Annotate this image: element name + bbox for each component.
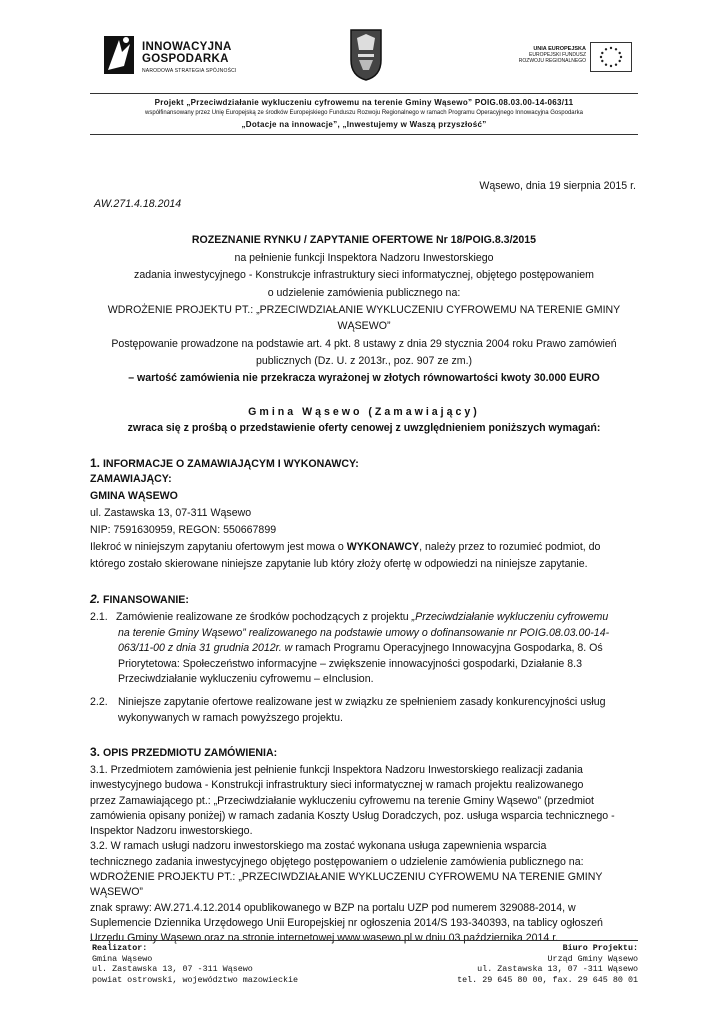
eu-fund-label <box>508 46 586 64</box>
wykonawca-note-post: , należy przez to rozumieć podmiot, do <box>419 541 601 553</box>
section-2-1-line-1 <box>116 610 638 626</box>
section-3-heading <box>90 745 638 762</box>
zamawiajacy-name: GMINA WĄSEWO <box>90 490 178 502</box>
wykonawca-term: WYKONAWCY <box>346 541 420 553</box>
footer-right-1: Urząd Gminy Wąsewo <box>547 953 638 964</box>
section-2-1-line-3 <box>118 641 638 657</box>
title-line-5: WDROŻENIE PROJEKTU PT.: „PRZECIWDZIAŁANIE WYKLUCZENIU CYFROWEMU NA TERENIE GMINY WĄSEWO” <box>107 304 621 332</box>
wykonawca-note-line-1 <box>90 540 638 556</box>
title-line-3: zadania inwestycyjnego - Konstrukcje infrastruktury sieci informatycznej, objętego postępowaniem <box>134 269 594 281</box>
logo-line-1: INNOWACYJNA <box>142 41 232 53</box>
procedure-line-2: publicznych (Dz. U. z 2013r., poz. 907 ze zm.) <box>255 355 473 367</box>
section-3-number: 3. <box>90 745 101 759</box>
section-3-2-line-1: 3.2. W ramach usługi nadzoru inwestorskiego ma zostać wykonana usługa zapewnienia wsparcia <box>90 840 547 853</box>
section-2-heading <box>90 592 638 609</box>
wykonawca-note-pre: Ilekroć w niniejszym zapytaniu ofertowym jest mowa o <box>90 541 347 553</box>
document-reference: AW.271.4.18.2014 <box>94 198 182 210</box>
section-3-1 <box>90 763 638 947</box>
zamawiajacy-ids: NIP: 7591630959, REGON: 550667899 <box>90 524 277 536</box>
section-2-title: FINANSOWANIE: <box>102 594 189 606</box>
section-3-1-line-4: zamówienia opisany poniżej) w ramach zadania Koszty Usług Doradczych, poz. usługa wsparcia technicznego - <box>90 809 615 822</box>
footer-right-2: ul. Zastawska 13, 07 -311 Wąsewo <box>477 964 638 975</box>
section-2-2-line-1: Niniejsze zapytanie ofertowe realizowane jest w związku ze spełnieniem zasady konkurencyjności usług <box>118 696 606 708</box>
title-line-4: o udzielenie zamówienia publicznego na: <box>267 287 461 299</box>
eu-line-1: UNIA EUROPEJSKA <box>533 46 586 52</box>
section-2-1-text-a: Zamówienie realizowane ze środków pochodzących z projektu <box>116 611 412 623</box>
wykonawca-note-line-2: którego zostało skierowane niniejsze zapytanie lub który złoży ofertę w odpowiedzi na niniejsze zapytanie. <box>90 558 588 570</box>
cofinance-note: współfinansowany przez Unię Europejską ze środków Europejskiego Funduszu Rozwoju Regionalnego w ramach Programu Operacyjnego Innowacyjna Gospodarka <box>145 110 583 116</box>
section-2-1-line-4: Priorytetowa: Społeczeństwo informacyjne – zwiększenie innowacyjności gospodarki, Działanie 8.3 <box>118 657 582 670</box>
footer-right-label: Biuro Projektu: <box>562 943 638 953</box>
section-2-2-number: 2.2. <box>90 696 108 708</box>
document-title: ROZEZNANIE RYNKU / ZAPYTANIE OFERTOWE Nr 18/POIG.8.3/2015 <box>191 234 537 246</box>
eu-line-2: EUROPEJSKI FUNDUSZ <box>529 52 586 58</box>
section-1-number: 1. <box>90 456 101 470</box>
slogan: „Dotacje na innowacje”, „Inwestujemy w Waszą przyszłość” <box>241 120 487 129</box>
section-3-2-line-3: WDROŻENIE PROJEKTU PT.: „PRZECIWDZIAŁANIE WYKLUCZENIU CYFROWEMU NA TERENIE GMINY WĄSEWO” <box>90 871 603 899</box>
zamawiajacy-label: ZAMAWIAJĄCY: <box>90 473 172 485</box>
footer-right-3: tel. 29 645 80 00, fax. 29 645 80 01 <box>457 974 638 985</box>
section-1-title: INFORMACJE O ZAMAWIAJĄCYM I WYKONAWCY: <box>102 458 359 470</box>
section-3-2-line-4: znak sprawy: AW.271.4.12.2014 opublikowanego w BZP na portalu UZP pod numerem 329088-2014, w <box>90 901 576 914</box>
contracting-authority-heading: Gmina Wąsewo (Zamawiający) <box>248 406 480 418</box>
section-3-1-line-5: Inspektor Nadzoru inwestorskiego. <box>90 825 253 838</box>
procedure-value-note: – wartość zamówienia nie przekracza wyrażonej w złotych równowartości kwoty 30.000 EURO <box>128 372 600 384</box>
footer-project-office <box>457 943 638 985</box>
section-2-1-line-2: na terenie Gminy Wąsewo” realizowanego na podstawie umowy o dofinansowanie nr POIG.08.03.00-14- <box>118 626 610 639</box>
section-3-1-line-3: przez Zamawiającego pt.: „Przeciwdziałanie wykluczeniu cyfrowemu na terenie Gminy Wąsewo” (przedmiot <box>90 794 594 807</box>
eu-flag-icon <box>590 42 632 72</box>
header-divider-top <box>90 93 638 94</box>
section-3-1-line-2: inwestycyjnego budowa - Konstrukcji infrastruktury sieci informatycznej w ramach projektu realizowanego <box>90 779 584 792</box>
gmina-crest-icon <box>349 28 383 82</box>
request-line: zwraca się z prośbą o przedstawienie oferty cenowej z uwzględnieniem poniższych wymagań: <box>127 422 601 434</box>
section-2-1-italic-1: „Przeciwdziałanie wykluczeniu cyfrowemu <box>411 611 609 623</box>
footer-divider <box>90 940 638 941</box>
eu-line-3: ROZWOJU REGIONALNEGO <box>518 58 586 64</box>
section-2-1-text-b: ramach Programu Operacyjnego Innowacyjna Gospodarka, 8. Oś <box>292 642 603 654</box>
section-2-1-line-5: Przeciwdziałanie wykluczeniu cyfrowemu – eInclusion. <box>118 673 374 685</box>
section-3-2-line-5: Suplemencie Dziennika Urzędowego Unii Europejskiej nr ogłoszenia 2014/S 193-340393, na tablicy ogłoszeń <box>90 916 603 929</box>
section-3-2-line-6: Urzędu Gminy Wąsewo oraz na stronie internetowej www.wasewo.pl w dniu 03 października 2014 r. <box>90 932 559 945</box>
section-3-title: OPIS PRZEDMIOTU ZAMÓWIENIA: <box>102 747 278 759</box>
title-line-2: na pełnienie funkcji Inspektora Nadzoru Inwestorskiego <box>234 252 494 264</box>
document-date: Wąsewo, dnia 19 sierpnia 2015 r. <box>479 180 636 192</box>
section-2-number: 2. <box>90 592 101 606</box>
procedure-line-1: Postępowanie prowadzone na podstawie art. 4 pkt. 8 ustawy z dnia 29 stycznia 2004 roku Prawo zamówień <box>111 338 617 350</box>
footer-left-label: Realizator: <box>92 943 148 953</box>
section-3-1-line-1: 3.1. Przedmiotem zamówienia jest pełnienie funkcji Inspektora Nadzoru Inwestorskiego realizacji zadania <box>90 764 583 776</box>
footer-left-2: ul. Zastawska 13, 07 -311 Wąsewo <box>92 964 253 975</box>
footer-left-1: Gmina Wąsewo <box>92 953 153 964</box>
section-2-1-italic-3: 063/11-00 z dnia 31 grudnia 2012r. w <box>118 642 293 654</box>
project-title: Projekt „Przeciwdziałanie wykluczeniu cyfrowemu na terenie Gminy Wąsewo” POIG.08.03.00-14-063/11 <box>154 98 574 107</box>
section-3-2-line-2: technicznego zadania inwestycyjnego objętego postępowaniem o udzielenie zamówienia publicznego na: <box>90 855 584 868</box>
section-2-2-line-2: wykonywanych w ramach powyższego projektu. <box>118 711 343 724</box>
innovation-logo-icon <box>104 32 134 76</box>
zamawiajacy-address: ul. Zastawska 13, 07-311 Wąsewo <box>90 507 252 519</box>
section-2-2 <box>90 695 638 726</box>
logo-line-2: GOSPODARKA <box>142 53 229 65</box>
section-2-1-number: 2.1. <box>90 611 108 623</box>
section-2-1 <box>90 610 638 688</box>
footer-left-3: powiat ostrowski, województwo mazowieckie <box>92 974 299 985</box>
logo-line-3: NARODOWA STRATEGIA SPÓJNOŚCI <box>142 68 237 74</box>
innowacyjna-gospodarka-logo <box>104 32 254 76</box>
footer-realizator <box>92 943 298 985</box>
section-1-heading <box>90 456 638 473</box>
header-divider-bottom <box>90 134 638 135</box>
